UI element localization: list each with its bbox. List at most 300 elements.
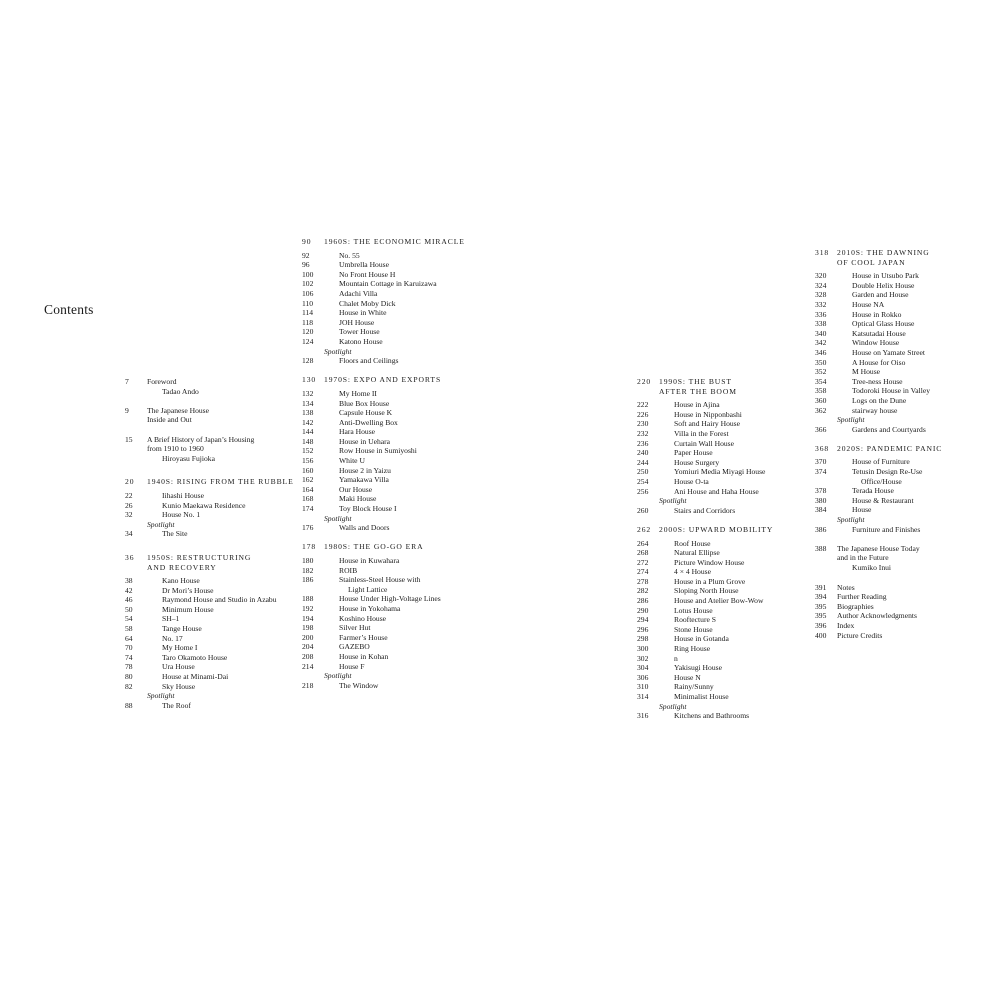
page-number: 314 bbox=[637, 692, 649, 701]
entry-title: House in Ajina bbox=[674, 400, 720, 410]
entry-title: Foreword bbox=[147, 377, 177, 386]
page-number: 7 bbox=[125, 377, 129, 386]
toc-entry bbox=[815, 290, 995, 300]
page-number: 340 bbox=[815, 328, 827, 338]
entry-title: Further Reading bbox=[837, 592, 887, 602]
entry-title: Garden and House bbox=[852, 290, 909, 300]
section-heading bbox=[302, 237, 477, 247]
spotlight-entry bbox=[815, 425, 995, 435]
entry-title: Light Lattice bbox=[348, 584, 388, 594]
entry-title: No Front House H bbox=[339, 269, 396, 279]
entry-title: Tetusin Design Re-Use bbox=[852, 467, 923, 477]
page-number: 274 bbox=[637, 567, 649, 577]
entry-title: House N bbox=[674, 672, 701, 682]
page-number: 302 bbox=[637, 653, 649, 663]
entry-title: Kano House bbox=[162, 576, 200, 586]
page-number: 264 bbox=[637, 538, 649, 548]
section bbox=[302, 237, 477, 366]
entry-title: Tower House bbox=[339, 327, 380, 337]
page-number: 198 bbox=[302, 623, 314, 633]
toc-entry bbox=[302, 466, 477, 476]
page-number: 78 bbox=[125, 662, 133, 672]
entry-title: Double Helix House bbox=[852, 280, 915, 290]
entry-title: Farmer’s House bbox=[339, 632, 388, 642]
section-title: OF COOL JAPAN bbox=[837, 257, 906, 267]
toc-essay bbox=[815, 544, 995, 573]
entry-title: Office/House bbox=[861, 476, 902, 486]
entry-title: House O-ta bbox=[674, 476, 709, 486]
toc-entry bbox=[125, 510, 300, 520]
entry-title: Dr Mori’s House bbox=[162, 585, 214, 595]
page-number: 362 bbox=[815, 405, 827, 415]
entry-title: Index bbox=[837, 620, 855, 630]
page-number: 58 bbox=[125, 624, 133, 634]
section bbox=[815, 248, 995, 434]
section-title: 1990S: THE BUST bbox=[659, 377, 732, 386]
toc-entry bbox=[302, 399, 477, 409]
toc-entry bbox=[637, 567, 812, 577]
page-number: 278 bbox=[637, 576, 649, 586]
section-title: 1970S: EXPO AND EXPORTS bbox=[324, 375, 442, 385]
toc-entry bbox=[815, 396, 995, 406]
entry-title: Katsutadai House bbox=[852, 328, 906, 338]
toc-entry bbox=[302, 408, 477, 418]
entry-author: Hiroyasu Fujioka bbox=[162, 453, 215, 463]
page-number: 164 bbox=[302, 484, 314, 494]
toc-entry bbox=[125, 662, 300, 672]
entry-title: Todoroki House in Valley bbox=[852, 386, 930, 396]
toc-entry bbox=[815, 496, 995, 506]
page-number: 46 bbox=[125, 595, 133, 605]
entry-author: Kumiko Inui bbox=[852, 563, 892, 572]
section bbox=[302, 542, 477, 690]
toc-entry bbox=[125, 435, 300, 454]
page-number: 342 bbox=[815, 338, 827, 348]
section-heading bbox=[302, 375, 477, 385]
entry-title: My Home II bbox=[339, 388, 377, 398]
page-number: 338 bbox=[815, 319, 827, 329]
back-matter-entry bbox=[815, 592, 995, 602]
section bbox=[125, 553, 300, 711]
entry-title: Mountain Cottage in Karuizawa bbox=[339, 279, 437, 289]
toc-entry bbox=[302, 475, 477, 485]
page-number: 204 bbox=[302, 642, 314, 652]
toc-column-3 bbox=[637, 377, 812, 730]
entry-title: Walls and Doors bbox=[339, 523, 390, 533]
page-number: 82 bbox=[125, 681, 133, 691]
toc-entry bbox=[815, 319, 995, 329]
entry-title: Maki House bbox=[339, 494, 377, 504]
spotlight-entry bbox=[637, 711, 812, 721]
toc-entry bbox=[302, 594, 477, 604]
entry-title: Rooftecture S bbox=[674, 615, 716, 625]
page-number: 74 bbox=[125, 652, 133, 662]
page-number: 220 bbox=[637, 377, 652, 386]
page-number: 174 bbox=[302, 504, 314, 514]
entry-author: Tadao Ando bbox=[162, 386, 199, 396]
entry-title-line2: Inside and Out bbox=[147, 415, 192, 425]
back-matter bbox=[815, 583, 995, 641]
spotlight-label: Spotlight bbox=[837, 515, 865, 525]
back-matter-entry bbox=[815, 611, 995, 621]
toc-entry bbox=[125, 576, 300, 586]
toc-entry bbox=[302, 427, 477, 437]
toc-column-2 bbox=[302, 237, 477, 700]
entry-title: Kunio Maekawa Residence bbox=[162, 500, 246, 510]
page-number: 400 bbox=[815, 630, 827, 640]
toc-entry bbox=[815, 486, 995, 496]
toc-entry bbox=[815, 271, 995, 281]
toc-entry bbox=[302, 504, 477, 514]
toc-brief-history bbox=[125, 435, 300, 464]
entry-title: House in White bbox=[339, 308, 387, 318]
entry-title: Our House bbox=[339, 484, 373, 494]
page-number: 298 bbox=[637, 634, 649, 644]
page-number: 168 bbox=[302, 494, 314, 504]
toc-entry bbox=[637, 558, 812, 568]
page-number: 54 bbox=[125, 614, 133, 624]
entry-title: Picture Credits bbox=[837, 630, 883, 640]
toc-entry bbox=[302, 299, 477, 309]
page-number: 102 bbox=[302, 279, 314, 289]
page-number: 230 bbox=[637, 419, 649, 429]
page-number: 92 bbox=[302, 250, 310, 260]
page-number: 100 bbox=[302, 269, 314, 279]
page-number: 254 bbox=[637, 476, 649, 486]
page-number: 118 bbox=[302, 317, 314, 327]
page-number: 226 bbox=[637, 409, 649, 419]
page-number: 332 bbox=[815, 299, 827, 309]
toc-entry bbox=[815, 367, 995, 377]
spotlight-label: Spotlight bbox=[147, 691, 175, 701]
page-number: 272 bbox=[637, 557, 649, 567]
toc-entry bbox=[302, 318, 477, 328]
entry-title: Raymond House and Studio in Azabu bbox=[162, 595, 277, 605]
page-number: 324 bbox=[815, 280, 827, 290]
entry-title: Stairs and Corridors bbox=[674, 505, 736, 515]
section-title: 2020S: PANDEMIC PANIC bbox=[837, 443, 943, 453]
spotlight-label: Spotlight bbox=[324, 513, 352, 523]
entry-title: Taro Okamoto House bbox=[162, 652, 228, 662]
page-number: 208 bbox=[302, 651, 314, 661]
entry-title: Umbrella House bbox=[339, 260, 389, 270]
page-number: 26 bbox=[125, 500, 133, 510]
page-number: 286 bbox=[637, 596, 649, 606]
back-matter-entry bbox=[815, 583, 995, 593]
entry-title: Rainy/Sunny bbox=[674, 682, 714, 692]
page-number: 188 bbox=[302, 594, 314, 604]
toc-entry bbox=[637, 682, 812, 692]
entry-title: Floors and Ceilings bbox=[339, 356, 399, 366]
toc-entry bbox=[637, 439, 812, 449]
toc-entry bbox=[815, 377, 995, 387]
page-number: 354 bbox=[815, 376, 827, 386]
page-number: 316 bbox=[637, 711, 649, 721]
entry-title: GAZEBO bbox=[339, 642, 370, 652]
toc-entry bbox=[637, 606, 812, 616]
page-number: 130 bbox=[302, 375, 317, 385]
page-number: 374 bbox=[815, 467, 827, 477]
toc-entry bbox=[125, 501, 300, 511]
entry-title: Sky House bbox=[162, 681, 196, 691]
section-heading bbox=[302, 542, 477, 552]
page-number: 294 bbox=[637, 615, 649, 625]
page-number: 346 bbox=[815, 347, 827, 357]
page-number: 194 bbox=[302, 613, 314, 623]
section bbox=[125, 477, 300, 539]
section bbox=[302, 375, 477, 533]
page-number: 15 bbox=[125, 434, 133, 444]
page-number: 260 bbox=[637, 505, 649, 515]
entry-title: House F bbox=[339, 661, 365, 671]
spotlight-entry bbox=[302, 681, 477, 691]
spotlight-entry bbox=[637, 506, 812, 516]
entry-title: Sloping North House bbox=[674, 586, 739, 596]
section bbox=[637, 525, 812, 721]
spotlight-label: Spotlight bbox=[324, 671, 352, 681]
page-number: 138 bbox=[302, 408, 314, 418]
entry-title: Capsule House K bbox=[339, 408, 393, 418]
entry-title: Silver Hut bbox=[339, 623, 371, 633]
section bbox=[637, 377, 812, 515]
toc-entry bbox=[815, 406, 995, 416]
page-number: 120 bbox=[302, 327, 314, 337]
page-number: 290 bbox=[637, 605, 649, 615]
entry-title: Minimalist House bbox=[674, 692, 729, 701]
spotlight-label: Spotlight bbox=[659, 496, 687, 506]
entry-title: Stainless-Steel House with bbox=[339, 575, 421, 585]
entry-title: House in a Plum Grove bbox=[674, 576, 746, 586]
section-title: AND RECOVERY bbox=[147, 562, 217, 572]
toc-entry bbox=[302, 270, 477, 280]
page-number: 42 bbox=[125, 585, 133, 595]
toc-entry bbox=[302, 566, 477, 576]
spotlight-entry bbox=[815, 525, 995, 535]
toc-foreword bbox=[125, 377, 300, 396]
toc-entry bbox=[815, 477, 995, 487]
back-matter-entry bbox=[815, 631, 995, 641]
entry-title: Stone House bbox=[674, 624, 713, 634]
page-number: 256 bbox=[637, 486, 649, 496]
entry-title: House in Gotanda bbox=[674, 634, 729, 644]
toc-entry bbox=[637, 458, 812, 468]
toc-entry bbox=[637, 663, 812, 673]
entry-title: A House for Oiso bbox=[852, 357, 906, 367]
page-number: 236 bbox=[637, 438, 649, 448]
entry-title: House in Utsubo Park bbox=[852, 271, 919, 281]
toc-entry bbox=[815, 348, 995, 358]
toc-entry bbox=[125, 682, 300, 692]
toc-entry bbox=[302, 485, 477, 495]
page-title: Contents bbox=[44, 302, 94, 317]
entry-title: The Japanese House bbox=[147, 405, 209, 415]
page-number: 106 bbox=[302, 288, 314, 298]
page-number: 64 bbox=[125, 633, 133, 643]
entry-title: Yakisugi House bbox=[674, 663, 722, 673]
page-number: 114 bbox=[302, 308, 314, 318]
toc-column-4 bbox=[815, 248, 995, 650]
page-number: 22 bbox=[125, 490, 133, 500]
page-number: 186 bbox=[302, 575, 314, 585]
page-number: 394 bbox=[815, 592, 827, 602]
spotlight-entry bbox=[125, 701, 300, 711]
page-number: 156 bbox=[302, 456, 314, 466]
page-number: 232 bbox=[637, 428, 649, 438]
entry-title: JOH House bbox=[339, 317, 375, 327]
entry-title: Tree-ness House bbox=[852, 376, 903, 386]
page-number: 50 bbox=[125, 604, 133, 614]
entry-title: House in Rokko bbox=[852, 309, 902, 319]
toc-entry bbox=[302, 327, 477, 337]
page-number: 378 bbox=[815, 486, 827, 496]
entry-title: The Roof bbox=[162, 700, 191, 710]
toc-entry bbox=[302, 337, 477, 347]
toc-column-1 bbox=[125, 377, 300, 720]
page-number: 384 bbox=[815, 505, 827, 515]
spotlight-label: Spotlight bbox=[324, 346, 352, 356]
entry-title: Koshino House bbox=[339, 613, 387, 623]
page-number: 244 bbox=[637, 457, 649, 467]
toc-entry bbox=[637, 673, 812, 683]
section bbox=[815, 444, 995, 534]
page-number: 310 bbox=[637, 682, 649, 692]
toc-entry bbox=[637, 577, 812, 587]
toc-entry bbox=[637, 644, 812, 654]
page-number: 96 bbox=[302, 260, 310, 270]
entry-title: House bbox=[852, 505, 872, 515]
spotlight-label: Spotlight bbox=[837, 415, 865, 425]
entry-title: Terada House bbox=[852, 486, 894, 496]
back-matter-entry bbox=[815, 602, 995, 612]
entry-title: Ani House and Haha House bbox=[674, 486, 759, 496]
page-number: 350 bbox=[815, 357, 827, 367]
page-number: 304 bbox=[637, 663, 649, 673]
section-heading bbox=[125, 553, 300, 572]
entry-title: No. 55 bbox=[339, 250, 360, 260]
entry-title: Iihashi House bbox=[162, 490, 204, 500]
entry-title: Logs on the Dune bbox=[852, 395, 907, 405]
page-number: 320 bbox=[815, 271, 827, 281]
page-number: 250 bbox=[637, 467, 649, 477]
page-number: 214 bbox=[302, 661, 314, 671]
entry-title: Chalet Moby Dick bbox=[339, 298, 396, 308]
toc-entry bbox=[637, 467, 812, 477]
entry-title: Author Acknowledgments bbox=[837, 611, 917, 621]
page-number: 386 bbox=[815, 524, 827, 534]
toc-entry bbox=[302, 446, 477, 456]
entry-title: Katono House bbox=[339, 336, 383, 346]
entry-title: Curtain Wall House bbox=[674, 438, 734, 448]
entry-title: stairway house bbox=[852, 405, 898, 415]
entry-title: House & Restaurant bbox=[852, 495, 914, 505]
toc-entry bbox=[637, 419, 812, 429]
page-number: 222 bbox=[637, 400, 649, 410]
page-number: 218 bbox=[302, 680, 314, 690]
entry-title: Yomiuri Media Miyagi House bbox=[674, 467, 766, 477]
page-number: 176 bbox=[302, 523, 314, 533]
section-heading bbox=[125, 477, 300, 487]
page-number: 162 bbox=[302, 475, 314, 485]
section-title: 1960S: THE ECONOMIC MIRACLE bbox=[324, 237, 465, 246]
toc-entry bbox=[302, 585, 477, 595]
toc-entry bbox=[302, 456, 477, 466]
toc-entry bbox=[815, 338, 995, 348]
page-number: 396 bbox=[815, 620, 827, 630]
entry-title: House in Kuwahara bbox=[339, 556, 400, 565]
entry-title: Anti-Dwelling Box bbox=[339, 417, 398, 427]
page-number: 360 bbox=[815, 395, 827, 405]
page-number: 306 bbox=[637, 672, 649, 682]
entry-title: House at Minami-Dai bbox=[162, 672, 229, 682]
toc-entry bbox=[125, 643, 300, 653]
page-number: 282 bbox=[637, 586, 649, 596]
page-number: 160 bbox=[302, 465, 314, 475]
page-number: 34 bbox=[125, 529, 133, 539]
entry-title: 4 × 4 House bbox=[674, 567, 711, 577]
toc-entry bbox=[637, 634, 812, 644]
entry-title: Optical Glass House bbox=[852, 319, 915, 329]
toc-entry bbox=[637, 400, 812, 410]
page-number: 336 bbox=[815, 309, 827, 319]
toc-entry bbox=[302, 418, 477, 428]
toc-entry bbox=[125, 406, 300, 425]
toc-entry bbox=[637, 596, 812, 606]
section-title: 1950S: RESTRUCTURING bbox=[147, 552, 252, 562]
entry-title: White U bbox=[339, 456, 365, 466]
entry-title: Villa in the Forest bbox=[674, 428, 729, 438]
entry-title: Adachi Villa bbox=[339, 288, 378, 298]
entry-title: Hara House bbox=[339, 427, 376, 437]
toc-entry bbox=[815, 358, 995, 368]
section-title: 2000S: UPWARD MOBILITY bbox=[659, 524, 774, 534]
entry-title: Roof House bbox=[674, 538, 711, 548]
entry-title: Paper House bbox=[674, 448, 713, 458]
entry-title: Lotus House bbox=[674, 605, 713, 615]
entry-title: House in Yokohama bbox=[339, 603, 401, 613]
toc-entry bbox=[125, 634, 300, 644]
toc-entry bbox=[815, 310, 995, 320]
page-number: 352 bbox=[815, 367, 827, 377]
page-number: 192 bbox=[302, 603, 314, 613]
toc-entry bbox=[637, 625, 812, 635]
entry-title: No. 17 bbox=[162, 633, 183, 643]
toc-entry bbox=[302, 437, 477, 447]
section-heading bbox=[815, 248, 995, 267]
toc-entry bbox=[125, 653, 300, 663]
toc-entry bbox=[302, 494, 477, 504]
toc-entry bbox=[637, 548, 812, 558]
spotlight-label: Spotlight bbox=[659, 701, 687, 711]
page-number: 391 bbox=[815, 582, 827, 592]
toc-entry bbox=[302, 652, 477, 662]
entry-title: Toy Block House I bbox=[339, 504, 397, 514]
toc-entry bbox=[815, 457, 995, 467]
toc-entry bbox=[302, 279, 477, 289]
section-title: 2010S: THE DAWNING bbox=[837, 248, 930, 257]
page-number: 395 bbox=[815, 611, 827, 621]
spotlight-entry bbox=[302, 523, 477, 533]
page-number: 380 bbox=[815, 495, 827, 505]
page-number: 300 bbox=[637, 644, 649, 654]
toc-entry bbox=[302, 308, 477, 318]
page-number: 152 bbox=[302, 446, 314, 456]
entry-title: House in Nipponbashi bbox=[674, 409, 742, 419]
entry-title: Blue Box House bbox=[339, 398, 390, 408]
toc-entry bbox=[637, 615, 812, 625]
entry-title: House in Kohan bbox=[339, 651, 389, 661]
toc-entry bbox=[637, 448, 812, 458]
entry-title: House in Uehara bbox=[339, 436, 391, 446]
